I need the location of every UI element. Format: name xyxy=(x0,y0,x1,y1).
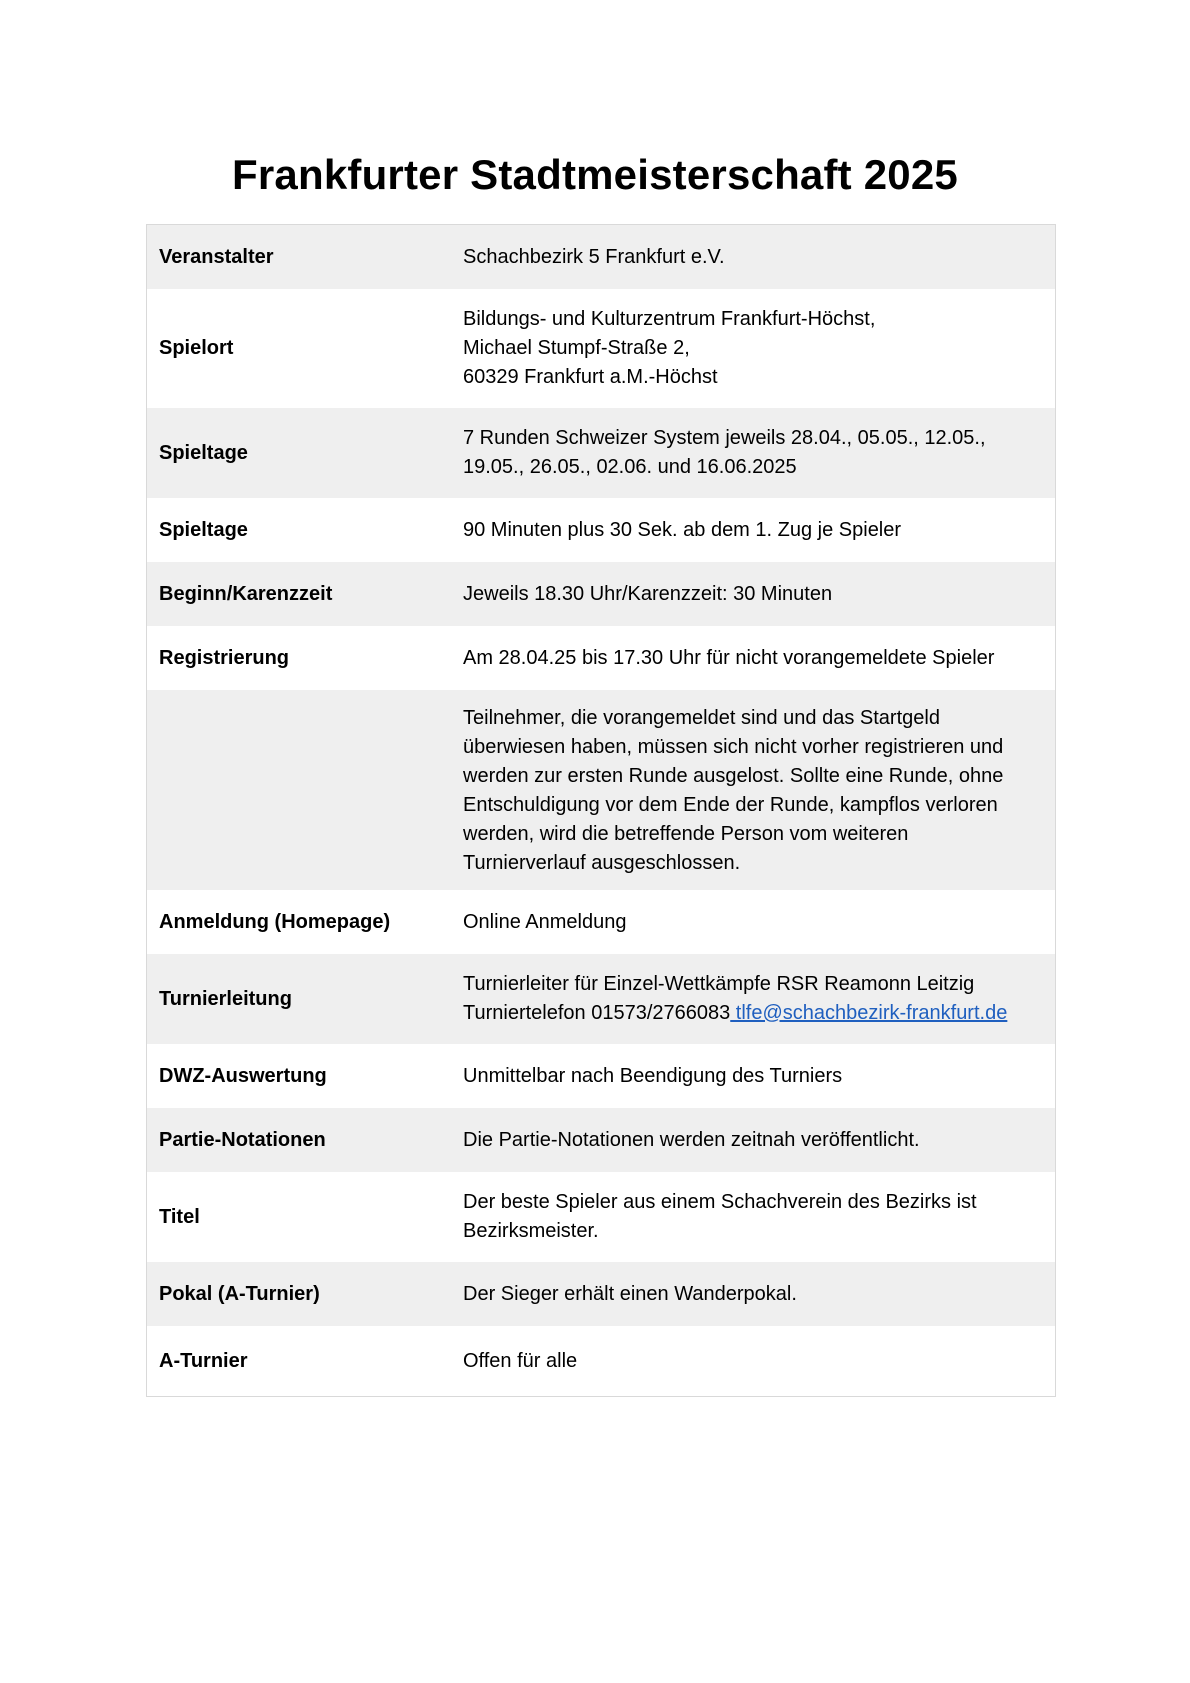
row-value xyxy=(447,1262,1055,1326)
row-value-line: Der beste Spieler aus einem Schachverein des Bezirks ist xyxy=(463,1191,977,1213)
row-value-line: 19.05., 26.05., 02.06. und 16.06.2025 xyxy=(463,456,797,478)
row-value xyxy=(447,890,1055,954)
table-row-beginn xyxy=(147,562,1055,626)
table-row-pokal xyxy=(147,1262,1055,1326)
table-row-anmeldung xyxy=(147,890,1055,954)
row-value-line: Entschuldigung vor dem Ende der Runde, kampflos verloren xyxy=(463,794,998,816)
table-row-veranstalter xyxy=(147,225,1055,289)
row-value-line: Online Anmeldung xyxy=(463,910,627,933)
row-value xyxy=(447,408,1055,498)
row-value-line: 7 Runden Schweizer System jeweils 28.04., 05.05., 12.05., xyxy=(463,427,986,449)
table-row-titel xyxy=(147,1172,1055,1262)
row-value-line: Der Sieger erhält einen Wanderpokal. xyxy=(463,1282,797,1305)
row-value-line: Am 28.04.25 bis 17.30 Uhr für nicht vorangemeldete Spieler xyxy=(463,646,995,669)
table-row-a-turnier xyxy=(147,1326,1055,1396)
row-value xyxy=(447,1044,1055,1108)
row-value xyxy=(447,690,1055,890)
row-value-line: Schachbezirk 5 Frankfurt e.V. xyxy=(463,245,725,268)
row-label: Beginn/Karenzzeit xyxy=(159,582,333,605)
row-label: Anmeldung (Homepage) xyxy=(159,910,391,933)
row-value-line: Unmittelbar nach Beendigung des Turniers xyxy=(463,1064,843,1087)
phone-text: Turniertelefon 01573/2766083 xyxy=(463,1002,731,1024)
row-label: DWZ-Auswertung xyxy=(159,1064,327,1087)
row-value-line: Bildungs- und Kulturzentrum Frankfurt-Höchst, xyxy=(463,308,876,330)
row-value xyxy=(447,1326,1055,1396)
table-row-registrierung xyxy=(147,626,1055,690)
row-value-line: Teilnehmer, die vorangemeldet sind und das Startgeld xyxy=(463,707,940,729)
row-label: Titel xyxy=(159,1205,200,1228)
table-row-bedenkzeit xyxy=(147,498,1055,562)
row-label xyxy=(147,690,447,890)
row-value-line: Bezirksmeister. xyxy=(463,1220,599,1242)
row-value-line: Turnierverlauf ausgeschlossen. xyxy=(463,852,741,874)
row-label: Partie-Notationen xyxy=(159,1128,326,1151)
row-value xyxy=(447,1108,1055,1172)
row-value xyxy=(447,289,1055,408)
info-table xyxy=(146,224,1056,1397)
row-value xyxy=(447,225,1055,289)
row-label: Spielort xyxy=(159,337,234,359)
row-value-line: werden zur ersten Runde ausgelost. Sollte eine Runde, ohne xyxy=(463,765,1004,787)
table-row-dwz xyxy=(147,1044,1055,1108)
row-value-line: Die Partie-Notationen werden zeitnah veröffentlicht. xyxy=(463,1128,920,1151)
row-label: Spieltage xyxy=(159,441,248,464)
row-value xyxy=(447,954,1055,1044)
table-row-spieltage xyxy=(147,408,1055,498)
row-value xyxy=(447,626,1055,690)
row-label: Turnierleitung xyxy=(159,987,292,1010)
row-label: Registrierung xyxy=(159,646,290,669)
row-label: A-Turnier xyxy=(159,1349,248,1372)
row-value-line: 60329 Frankfurt a.M.-Höchst xyxy=(463,366,718,388)
table-row-turnierleitung xyxy=(147,954,1055,1044)
row-value xyxy=(447,1172,1055,1262)
row-value xyxy=(447,562,1055,626)
email-link[interactable]: tlfe@schachbezirk-frankfurt.de xyxy=(730,1002,1008,1024)
row-value-line: 90 Minuten plus 30 Sek. ab dem 1. Zug je Spieler xyxy=(463,518,902,541)
row-value-line: Jeweils 18.30 Uhr/Karenzzeit: 30 Minuten xyxy=(463,582,833,605)
row-label: Spieltage xyxy=(159,518,248,541)
row-value xyxy=(447,498,1055,562)
row-value-line xyxy=(463,999,1039,1028)
table-row-registrierung-details xyxy=(147,690,1055,890)
row-value-line: werden, wird die betreffende Person vom weiteren xyxy=(463,823,909,845)
table-row-spielort xyxy=(147,289,1055,408)
page-title: Frankfurter Stadtmeisterschaft 2025 xyxy=(232,151,958,198)
row-value-line: Offen für alle xyxy=(463,1349,578,1372)
table-row-partie-notationen xyxy=(147,1108,1055,1172)
row-label: Veranstalter xyxy=(159,245,274,268)
row-label: Pokal (A-Turnier) xyxy=(159,1282,320,1305)
row-value-line: Turnierleiter für Einzel-Wettkämpfe RSR Reamonn Leitzig xyxy=(463,973,975,995)
row-value-line: Michael Stumpf-Straße 2, xyxy=(463,337,690,359)
row-value-line: überwiesen haben, müssen sich nicht vorher registrieren und xyxy=(463,736,1004,758)
